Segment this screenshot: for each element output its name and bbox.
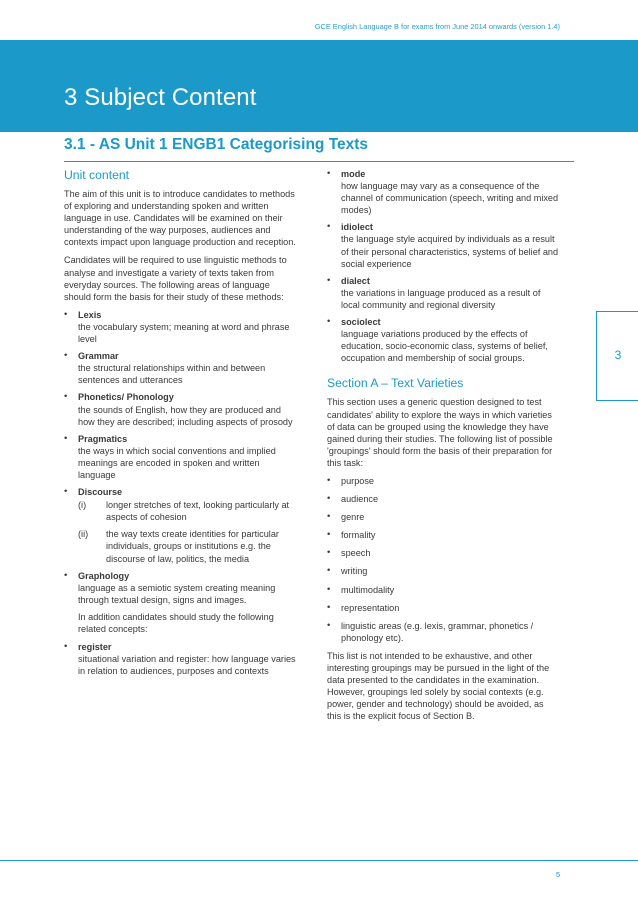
side-tab-number: 3 bbox=[614, 348, 622, 362]
top-strip bbox=[0, 0, 638, 40]
list-item bbox=[327, 511, 559, 523]
bullet-icon: • bbox=[64, 486, 68, 498]
list-item bbox=[327, 584, 559, 596]
list-item bbox=[64, 641, 296, 677]
term-lexis: Lexis bbox=[78, 309, 102, 320]
bullet-icon: • bbox=[327, 221, 331, 233]
grouping-text: representation bbox=[341, 602, 400, 613]
discourse-sublist bbox=[78, 499, 296, 564]
unit-content-heading: Unit content bbox=[64, 168, 130, 182]
list-item bbox=[327, 221, 559, 269]
concepts-list bbox=[327, 168, 559, 364]
list-item bbox=[64, 391, 296, 427]
term-pragmatics: Pragmatics bbox=[78, 433, 128, 444]
bullet-icon: • bbox=[327, 316, 331, 328]
bullet-icon: • bbox=[64, 391, 68, 403]
groupings-list bbox=[327, 475, 559, 644]
definition: situational variation and register: how language varies in relation to audiences, purposes and contexts bbox=[78, 654, 296, 677]
bullet-icon: • bbox=[327, 511, 331, 523]
chapter-side-tab bbox=[596, 311, 638, 401]
bullet-icon: • bbox=[327, 547, 331, 559]
section-title: 3.1 - AS Unit 1 ENGB1 Categorising Texts bbox=[64, 136, 369, 153]
related-concepts-paragraph: In addition candidates should study the following related concepts: bbox=[78, 611, 274, 634]
list-item bbox=[327, 602, 559, 614]
sublist-item bbox=[78, 528, 296, 564]
definition: the vocabulary system; meaning at word and phrase level bbox=[78, 321, 290, 345]
grouping-text: formality bbox=[341, 530, 376, 541]
list-item bbox=[327, 547, 559, 559]
methods-paragraph: Candidates will be required to use linguistic methods to analyse and investigate a variety of texts taken from everyday sources. The following areas of language should form the basis for their study of these methods: bbox=[64, 255, 287, 302]
term-discourse: Discourse bbox=[78, 487, 123, 498]
list-item bbox=[64, 350, 296, 386]
term-sociolect: sociolect bbox=[341, 317, 381, 328]
list-item bbox=[327, 168, 559, 216]
right-column bbox=[327, 168, 559, 728]
methods-list bbox=[64, 309, 296, 606]
register-list bbox=[64, 641, 296, 677]
definition: the sounds of English, how they are produced and how they are described; including aspects of prosody bbox=[78, 404, 293, 427]
definition: language as a semiotic system creating meaning through textual design, signs and images. bbox=[78, 582, 276, 605]
bullet-icon: • bbox=[64, 350, 68, 362]
term-grammar: Grammar bbox=[78, 351, 119, 362]
grouping-text: genre bbox=[341, 512, 365, 523]
list-item bbox=[64, 486, 296, 565]
intro-paragraph: The aim of this unit is to introduce candidates to methods of exploring and understanding spoken and written language in use. Candidates will be examined on their understanding of the way purposes, audiences and contexts impact upon language production and reception. bbox=[64, 189, 296, 248]
term-idiolect: idiolect bbox=[341, 222, 373, 233]
bullet-icon: • bbox=[327, 529, 331, 541]
term-register: register bbox=[78, 642, 112, 653]
list-item bbox=[64, 433, 296, 481]
definition: the ways in which social conventions and implied meanings are encoded in spoken and written language bbox=[78, 445, 276, 480]
definition: the structural relationships within and between sentences and utterances bbox=[78, 363, 266, 386]
list-item bbox=[327, 565, 559, 577]
term-mode: mode bbox=[341, 169, 366, 179]
item-text: the way texts create identities for particular individuals, groups or institutions e.g. the discourse of law, politics, the media bbox=[106, 529, 279, 564]
bullet-icon: • bbox=[327, 168, 331, 179]
section-a-heading: Section A – Text Varieties bbox=[327, 376, 464, 391]
term-dialect: dialect bbox=[341, 275, 370, 286]
bullet-icon: • bbox=[327, 565, 331, 577]
grouping-text: linguistic areas (e.g. lexis, grammar, phonetics / phonology etc). bbox=[341, 620, 534, 643]
bullet-icon: • bbox=[327, 274, 331, 286]
item-number: (ii) bbox=[78, 529, 89, 540]
grouping-text: speech bbox=[341, 548, 371, 559]
bullet-icon: • bbox=[64, 569, 68, 581]
running-head: GCE English Language B for exams from June 2014 onwards (version 1.4) bbox=[314, 22, 560, 31]
term-phonetics: Phonetics/ Phonology bbox=[78, 392, 174, 403]
list-item bbox=[64, 570, 296, 606]
bullet-icon: • bbox=[64, 641, 68, 653]
definition: the variations in language produced as a result of local community and regional diversity bbox=[341, 287, 541, 310]
term-graphology: Graphology bbox=[78, 570, 130, 581]
list-item bbox=[327, 316, 559, 364]
list-item bbox=[327, 493, 559, 505]
sublist-item bbox=[78, 499, 296, 523]
bullet-icon: • bbox=[64, 308, 68, 320]
bullet-icon: • bbox=[64, 432, 68, 444]
bullet-icon: • bbox=[327, 493, 331, 505]
page-number: 5 bbox=[556, 870, 561, 879]
grouping-text: audience bbox=[341, 494, 379, 505]
list-item bbox=[327, 529, 559, 541]
definition: language variations produced by the effects of education, socio-economic class, systems of belief, occupation and membership of social groups. bbox=[341, 329, 548, 364]
section-divider bbox=[64, 161, 574, 162]
grouping-text: writing bbox=[341, 566, 368, 577]
left-column bbox=[64, 168, 296, 682]
grouping-text: multimodality bbox=[341, 584, 395, 595]
item-number: (i) bbox=[78, 500, 87, 511]
chapter-banner bbox=[0, 40, 638, 132]
bullet-icon: • bbox=[327, 474, 331, 486]
item-text: longer stretches of text, looking particularly at aspects of cohesion bbox=[106, 500, 290, 523]
definition: the language style acquired by individuals as a result of their personal characteristics, systems of belief and social experience bbox=[341, 234, 559, 269]
grouping-text: purpose bbox=[341, 475, 374, 486]
footer-divider bbox=[0, 860, 638, 861]
bullet-icon: • bbox=[327, 583, 331, 595]
section-a-paragraph: This section uses a generic question designed to test candidates' ability to explore the ways in which varieties of data can be grouped using the knowledge they have gained during their studies. The following list of possible 'groupings' should form the basis of their preparation for this task: bbox=[327, 397, 553, 468]
bullet-icon: • bbox=[327, 619, 331, 631]
list-item bbox=[327, 475, 559, 487]
chapter-title: 3 Subject Content bbox=[64, 84, 257, 111]
bullet-icon: • bbox=[327, 601, 331, 613]
list-item bbox=[327, 275, 559, 311]
definition: how language may vary as a consequence of the channel of communication (speech, writing and mixed modes) bbox=[341, 181, 559, 216]
closing-paragraph: This list is not intended to be exhaustive, and other interesting groupings may be pursued in the light of the data presented to the candidates in the examination. However, groupings led solely by social contexts (e.g. power, gender and technology) should be avoided, as this is the explicit focus of Section B. bbox=[327, 650, 550, 722]
list-item bbox=[64, 309, 296, 345]
list-item bbox=[327, 620, 559, 644]
